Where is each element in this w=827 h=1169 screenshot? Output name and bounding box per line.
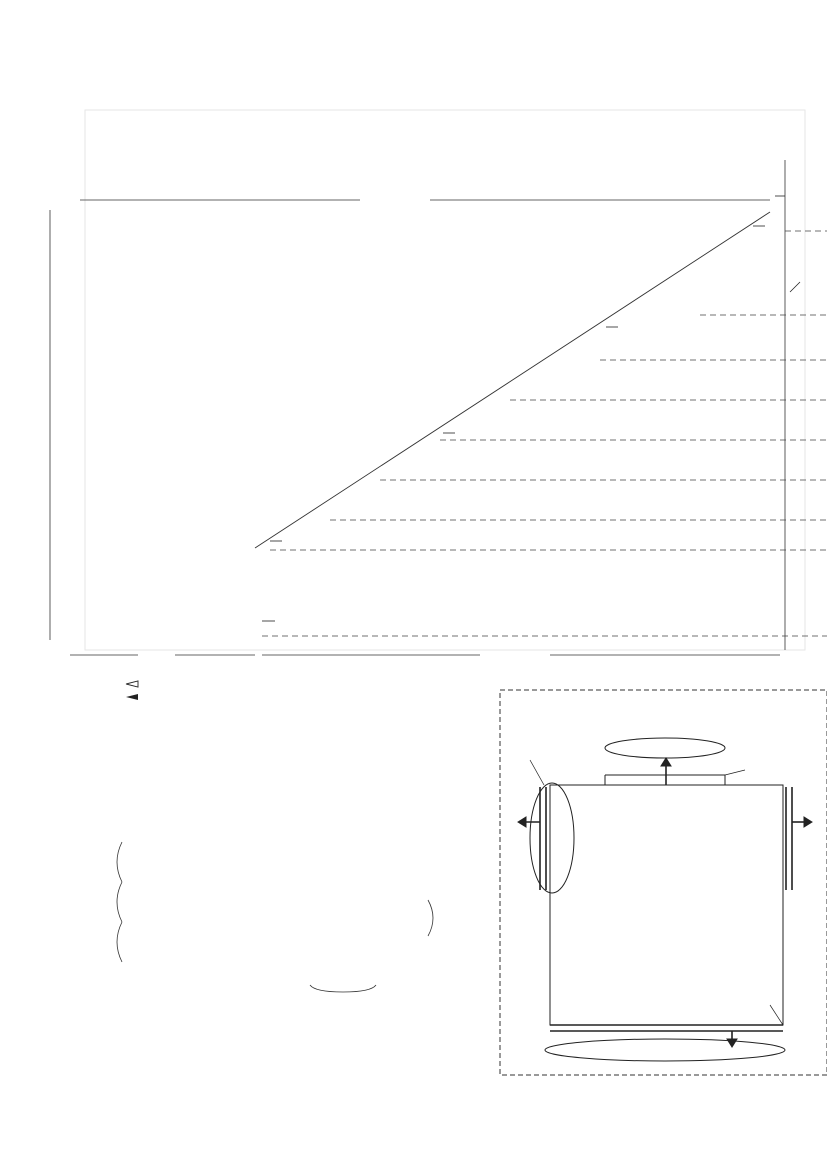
- attach-yarn-icon: [126, 681, 138, 687]
- figure1-left-repeat: [38, 315, 52, 515]
- cut-yarn-icon: [126, 694, 138, 700]
- edging-schematic: [518, 738, 812, 1061]
- figure1-slope-line: [255, 212, 770, 548]
- patternB-brackets: [117, 842, 433, 992]
- figure1-dashed-lines: [262, 231, 827, 636]
- figure1-row-arrows: [262, 196, 800, 621]
- figure1-frame: [50, 160, 785, 655]
- legend-symbols: [126, 681, 138, 700]
